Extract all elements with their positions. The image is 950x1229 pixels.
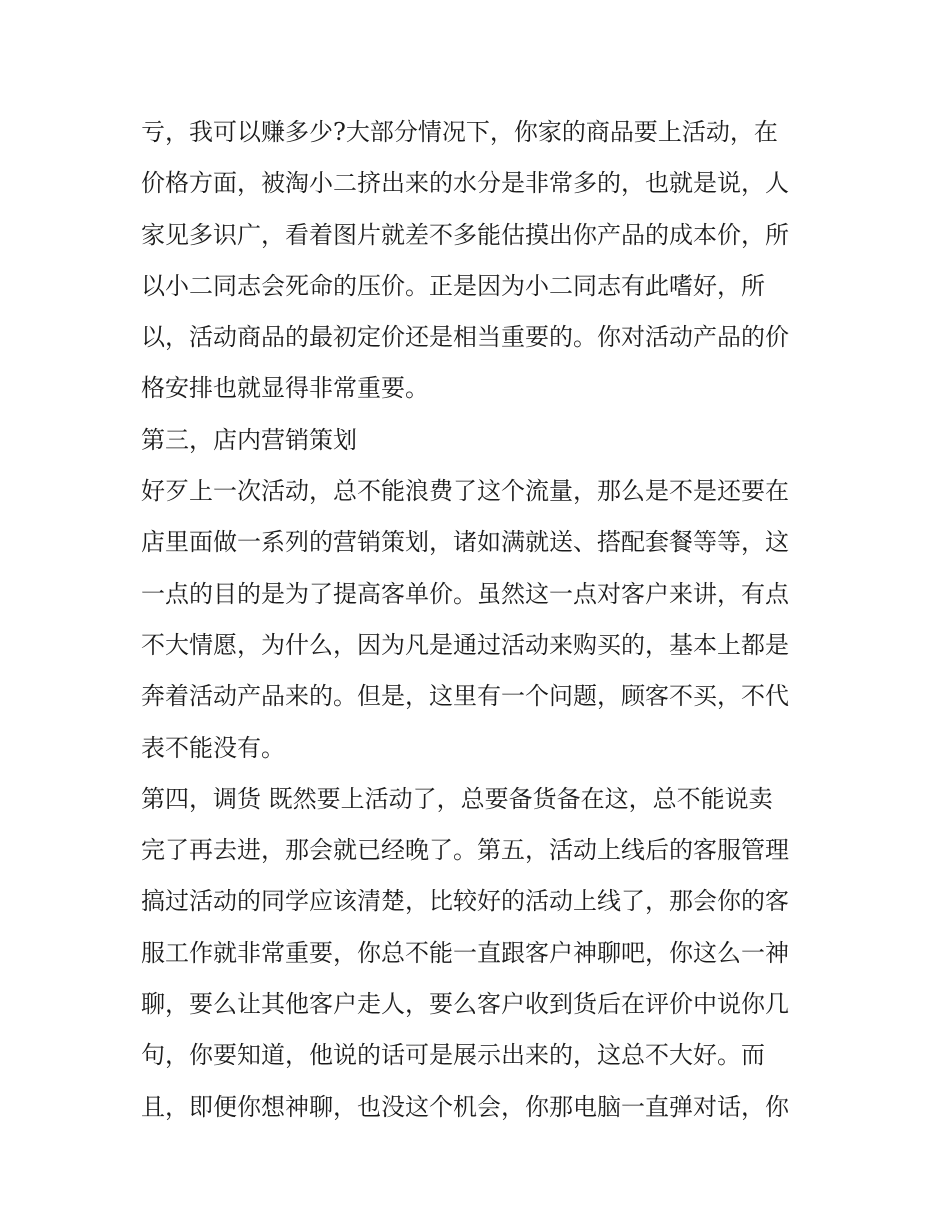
text-line: 价格方面，被淘小二挤出来的水分是非常多的，也就是说，人 <box>141 169 789 198</box>
text-line: 且，即便你想神聊，也没这个机会，你那电脑一直弹对话，你 <box>141 1092 789 1121</box>
text-line: 店里面做一系列的营销策划，诸如满就送、搭配套餐等等，这 <box>141 528 789 557</box>
text-line: 服工作就非常重要，你总不能一直跟客户神聊吧，你这么一神 <box>141 938 789 967</box>
text-line: 搞过活动的同学应该清楚，比较好的活动上线了，那会你的客 <box>141 887 789 916</box>
text-line: 聊，要么让其他客户走人，要么客户收到货后在评价中说你几 <box>141 990 789 1019</box>
body-text <box>141 107 813 1133</box>
text-line: 一点的目的是为了提高客单价。虽然这一点对客户来讲，有点 <box>141 579 789 608</box>
text-line: 第四，调货 既然要上活动了，总要备货备在这，总不能说卖 <box>141 784 773 813</box>
text-line: 好歹上一次活动，总不能浪费了这个流量，那么是不是还要在 <box>141 477 789 506</box>
text-line: 以小二同志会死命的压价。正是因为小二同志有此嗜好，所 <box>141 271 765 300</box>
text-line: 格安排也就显得非常重要。 <box>141 374 429 403</box>
text-line: 完了再去进，那会就已经晚了。第五，活动上线后的客服管理 <box>141 836 789 865</box>
text-line: 句，你要知道，他说的话可是展示出来的，这总不大好。而 <box>141 1041 765 1070</box>
text-line: 不大情愿，为什么，因为凡是通过活动来购买的，基本上都是 <box>141 630 789 659</box>
text-line: 表不能没有。 <box>141 733 285 762</box>
section-heading: 第三，店内营销策划 <box>141 425 357 454</box>
text-line: 以，活动商品的最初定价还是相当重要的。你对活动产品的价 <box>141 323 789 352</box>
text-line: 亏，我可以赚多少?大部分情况下，你家的商品要上活动，在 <box>141 118 778 146</box>
text-line: 奔着活动产品来的。但是，这里有一个问题，顾客不买，不代 <box>141 682 789 711</box>
text-line: 家见多识广，看着图片就差不多能估摸出你产品的成本价，所 <box>141 220 789 249</box>
